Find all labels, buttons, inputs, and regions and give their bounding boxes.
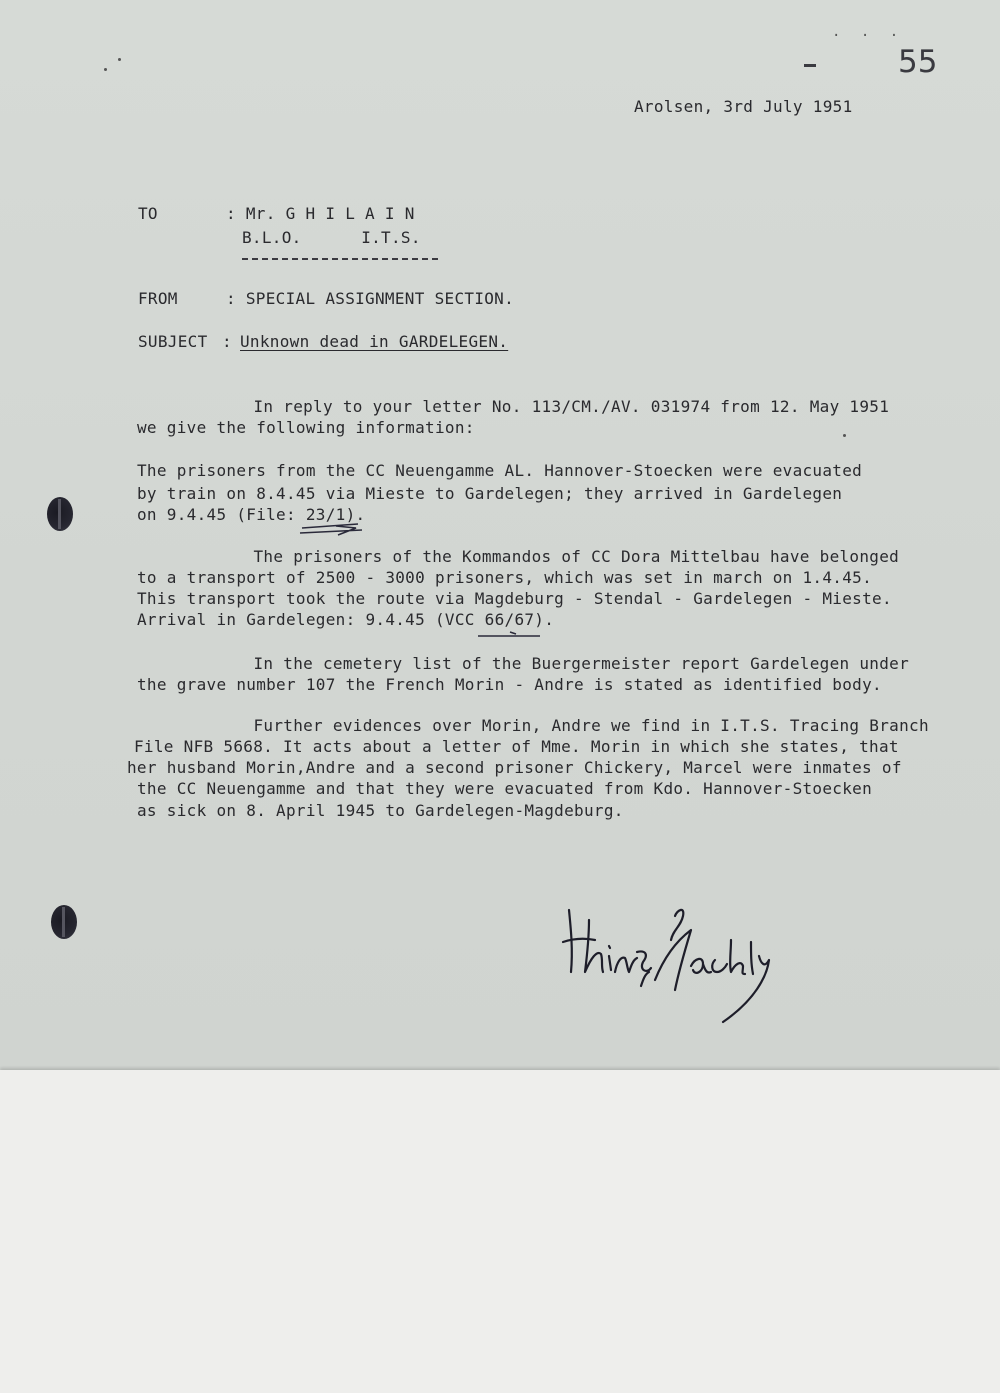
speck: [118, 58, 121, 61]
p3-line-4: Arrival in Gardelegen: 9.4.45 (VCC 66/67).: [137, 610, 555, 629]
punch-hole: [47, 497, 73, 531]
p5-line-2: File NFB 5668. It acts about a letter of Mme. Morin in which she states, that: [134, 737, 899, 756]
subject-colon: :: [222, 332, 232, 351]
dash-mark: [804, 64, 816, 67]
speck-marks: · · ·: [832, 28, 905, 44]
from-value: : SPECIAL ASSIGNMENT SECTION.: [226, 289, 515, 308]
to-line-1: : Mr. G H I L A I N: [226, 204, 415, 223]
subject-label: SUBJECT: [138, 332, 208, 351]
p5-line-4: the CC Neuengamme and that they were evacuated from Kdo. Hannover-Stoecken: [137, 779, 873, 798]
punch-hole: [51, 905, 77, 939]
pen-dash-mark: [476, 628, 546, 642]
p3-line-1: The prisoners of the Kommandos of CC Dora Mittelbau have belonged: [174, 547, 900, 566]
p3-line-3: This transport took the route via Magdeburg - Stendal - Gardelegen - Mieste.: [137, 589, 892, 608]
from-label: FROM: [138, 289, 178, 308]
address-divider: [242, 258, 438, 260]
p2-line-3: on 9.4.45 (File: 23/1).: [137, 505, 366, 524]
subject-value: Unknown dead in GARDELEGEN.: [240, 332, 509, 351]
speck: [843, 434, 846, 437]
p2-line-1: The prisoners from the CC Neuengamme AL. Hannover-Stoecken were evacuated: [137, 461, 863, 480]
to-label: TO: [138, 204, 158, 223]
p5-line-5: as sick on 8. April 1945 to Gardelegen-Magdeburg.: [137, 801, 624, 820]
place-date: Arolsen, 3rd July 1951: [634, 97, 853, 116]
p5-line-3: her husband Morin,Andre and a second prisoner Chickery, Marcel were inmates of: [127, 758, 902, 777]
p4-line-2: the grave number 107 the French Morin - Andre is stated as identified body.: [137, 675, 882, 694]
page-number: 55: [898, 44, 938, 80]
to-line-2: B.L.O. I.T.S.: [242, 228, 421, 247]
pen-underline-mark: [296, 520, 376, 540]
p3-line-2: to a transport of 2500 - 3000 prisoners, which was set in march on 1.4.45.: [137, 568, 873, 587]
p4-line-1: In the cemetery list of the Buergermeister report Gardelegen under: [174, 654, 910, 673]
p1-line-2: we give the following information:: [137, 418, 475, 437]
p2-line-2: by train on 8.4.45 via Mieste to Gardelegen; they arrived in Gardelegen: [137, 484, 843, 503]
signature: [555, 880, 775, 1030]
p1-line-1: In reply to your letter No. 113/CM./AV. 031974 from 12. May 1951: [174, 397, 890, 416]
p5-line-1: Further evidences over Morin, Andre we find in I.T.S. Tracing Branch: [174, 716, 929, 735]
speck: [104, 68, 107, 71]
